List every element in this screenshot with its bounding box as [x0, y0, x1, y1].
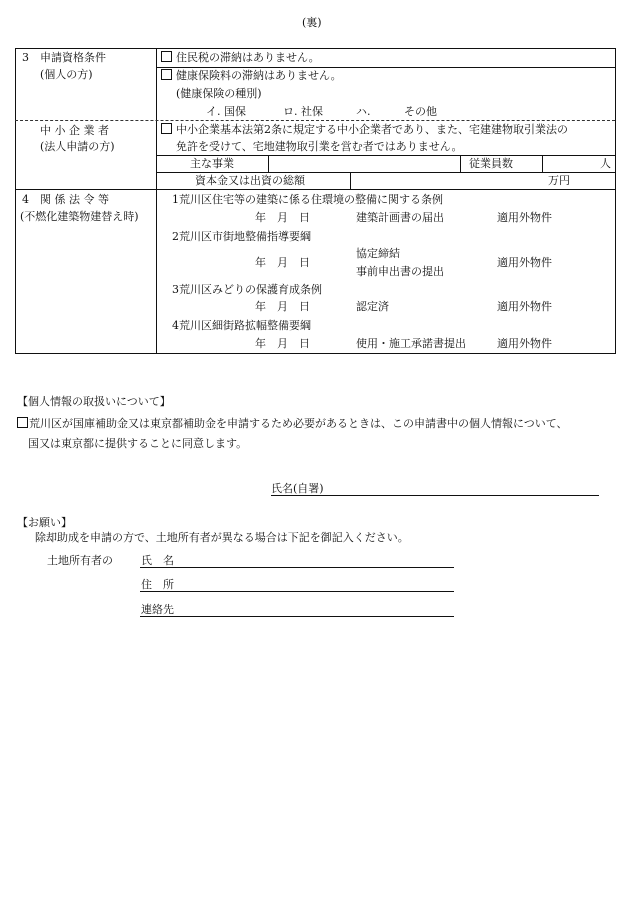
- section3-title: 申請資格条件: [40, 51, 106, 64]
- employees-label: 従業員数: [469, 157, 513, 170]
- section3-number: 3: [22, 51, 29, 64]
- signature-label: 氏名(自署): [271, 482, 324, 495]
- privacy-checkbox[interactable]: [17, 417, 28, 428]
- corp-checkbox[interactable]: [161, 123, 172, 134]
- health-type-kokuho[interactable]: イ. 国保: [206, 105, 246, 118]
- owner-name-field[interactable]: [140, 567, 454, 568]
- law-2-name: 2荒川区市街地整備指導要綱: [172, 230, 311, 243]
- section4-number: 4: [22, 193, 29, 206]
- law-2-date: 年 月 日: [255, 256, 310, 269]
- health-type-other[interactable]: その他: [404, 105, 437, 118]
- tax-item-label: 住民税の滞納はありません。: [176, 51, 320, 64]
- corp-item[interactable]: [161, 123, 568, 137]
- main-business-label: 主な事業: [190, 157, 234, 170]
- owner-address-field[interactable]: [140, 591, 454, 592]
- law-1-status: 適用外物件: [497, 211, 552, 224]
- request-text: 除却助成を申請の方で、土地所有者が異なる場合は下記を御記入ください。: [35, 531, 409, 544]
- corp-item-line2: 免許を受けて、宅地建物取引業を営む者ではありません。: [176, 140, 463, 153]
- law-2-action: 協定締結: [356, 247, 400, 260]
- law-2-status: 適用外物件: [497, 256, 552, 269]
- law-1-action: 建築計画書の届出: [356, 211, 444, 224]
- health-item-label: 健康保険料の滞納はありません。: [176, 69, 342, 82]
- section4-subtitle: (不燃化建築物建替え時): [20, 210, 139, 223]
- law-2-action2: 事前申出書の提出: [356, 265, 444, 278]
- employees-unit: 人: [600, 157, 611, 170]
- owner-name-label: 氏 名: [141, 554, 174, 567]
- health-checkbox[interactable]: [161, 69, 172, 80]
- corp-item-line1: 中小企業基本法第2条に規定する中小企業者であり、また、宅建建物取引業法の: [176, 123, 568, 136]
- health-type-label: (健康保険の種別): [176, 87, 262, 100]
- law-1-date: 年 月 日: [255, 211, 310, 224]
- capital-unit: 万円: [548, 174, 570, 187]
- law-4-name: 4荒川区細街路拡幅整備要綱: [172, 319, 311, 332]
- privacy-line2: 国又は東京都に提供することに同意します。: [28, 437, 248, 450]
- law-4-status: 適用外物件: [497, 337, 552, 350]
- back-side-label: (裏): [302, 16, 322, 29]
- corp-title: 中 小 企 業 者: [40, 124, 109, 137]
- owner-label: 土地所有者の: [47, 554, 113, 567]
- request-heading: 【お願い】: [17, 516, 72, 529]
- owner-contact-field[interactable]: [140, 616, 454, 617]
- law-3-date: 年 月 日: [255, 300, 310, 313]
- privacy-consent[interactable]: [17, 417, 568, 431]
- capital-label: 資本金又は出資の総額: [195, 174, 305, 187]
- health-type-shaho[interactable]: ロ. 社保: [283, 105, 323, 118]
- law-3-name: 3荒川区みどりの保護育成条例: [172, 283, 322, 296]
- law-3-action: 認定済: [356, 300, 389, 313]
- law-3-status: 適用外物件: [497, 300, 552, 313]
- section4-title: 関 係 法 令 等: [40, 193, 109, 206]
- law-4-date: 年 月 日: [255, 337, 310, 350]
- owner-address-label: 住 所: [141, 578, 174, 591]
- law-4-action: 使用・施工承諾書提出: [356, 337, 466, 350]
- owner-contact-label: 連絡先: [141, 603, 174, 616]
- section3-subtitle: (個人の方): [40, 68, 93, 81]
- privacy-line1: 荒川区が国庫補助金又は東京都補助金を申請するため必要があるときは、この申請書中の個人情報について、: [29, 417, 568, 430]
- tax-checkbox[interactable]: [161, 51, 172, 62]
- health-item[interactable]: [161, 69, 342, 83]
- privacy-heading: 【個人情報の取扱いについて】: [17, 395, 171, 408]
- corp-subtitle: (法人申請の方): [40, 140, 115, 153]
- tax-item[interactable]: [161, 51, 320, 65]
- signature-line[interactable]: [271, 495, 599, 496]
- law-1-name: 1荒川区住宅等の建築に係る住環境の整備に関する条例: [172, 193, 443, 206]
- health-type-ha[interactable]: ハ.: [356, 105, 371, 118]
